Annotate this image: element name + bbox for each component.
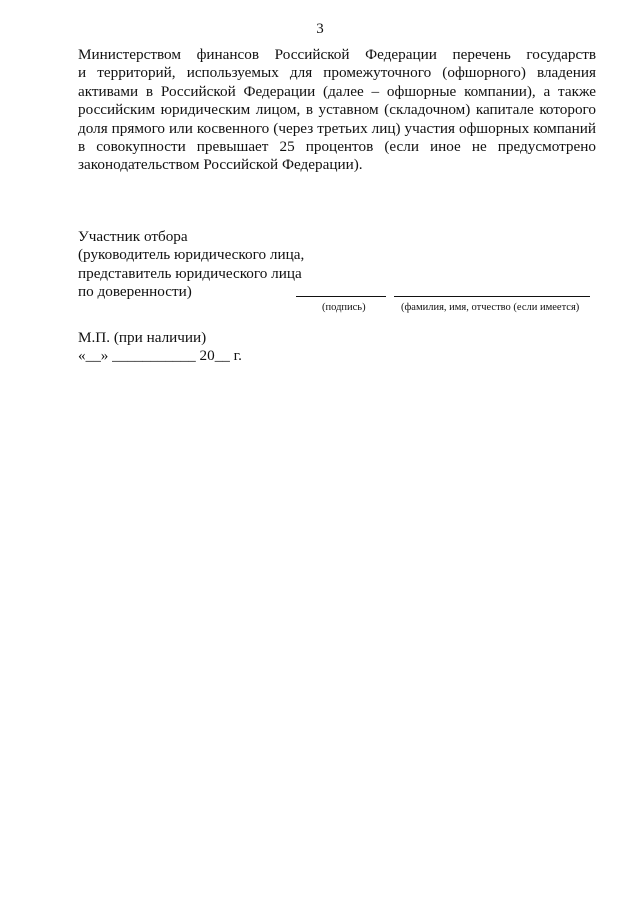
stamp-block [78,329,242,366]
seal-label: М.П. (при наличии) [78,329,207,346]
page-number: 3 [316,21,324,37]
body-line: Министерством финансов Российской Федерации перечень государств [78,46,596,63]
signer-role-line: представитель юридического лица [78,264,302,282]
signer-title: Участник отбора [78,228,188,245]
body-line: законодательством Российской Федерации). [78,156,363,174]
body-line: российским юридическим лицом, в уставном (складочном) капитале которого [78,101,596,119]
body-line: доля прямого или косвенного (через третьих лиц) участия офшорных компаний [78,119,596,137]
signature-caption: (подпись) [322,302,366,313]
body-line: и территорий, используемых для промежуточного (офшорного) владения [78,64,596,82]
body-line: в совокупности превышает 25 процентов (если иное не предусмотрено [78,138,596,156]
body-paragraph [78,46,596,175]
signer-role-line: по доверенности) [78,283,192,301]
signature-line [296,296,386,297]
signer-role-line: (руководитель юридического лица, [78,246,305,264]
body-line: активами в Российской Федерации (далее – офшорные компании), а также [78,82,596,100]
signer-block [78,228,338,302]
full-name-caption: (фамилия, имя, отчество (если имеется) [401,302,580,313]
full-name-line [394,296,590,297]
date-line: «__» ___________ 20__ г. [78,347,242,365]
